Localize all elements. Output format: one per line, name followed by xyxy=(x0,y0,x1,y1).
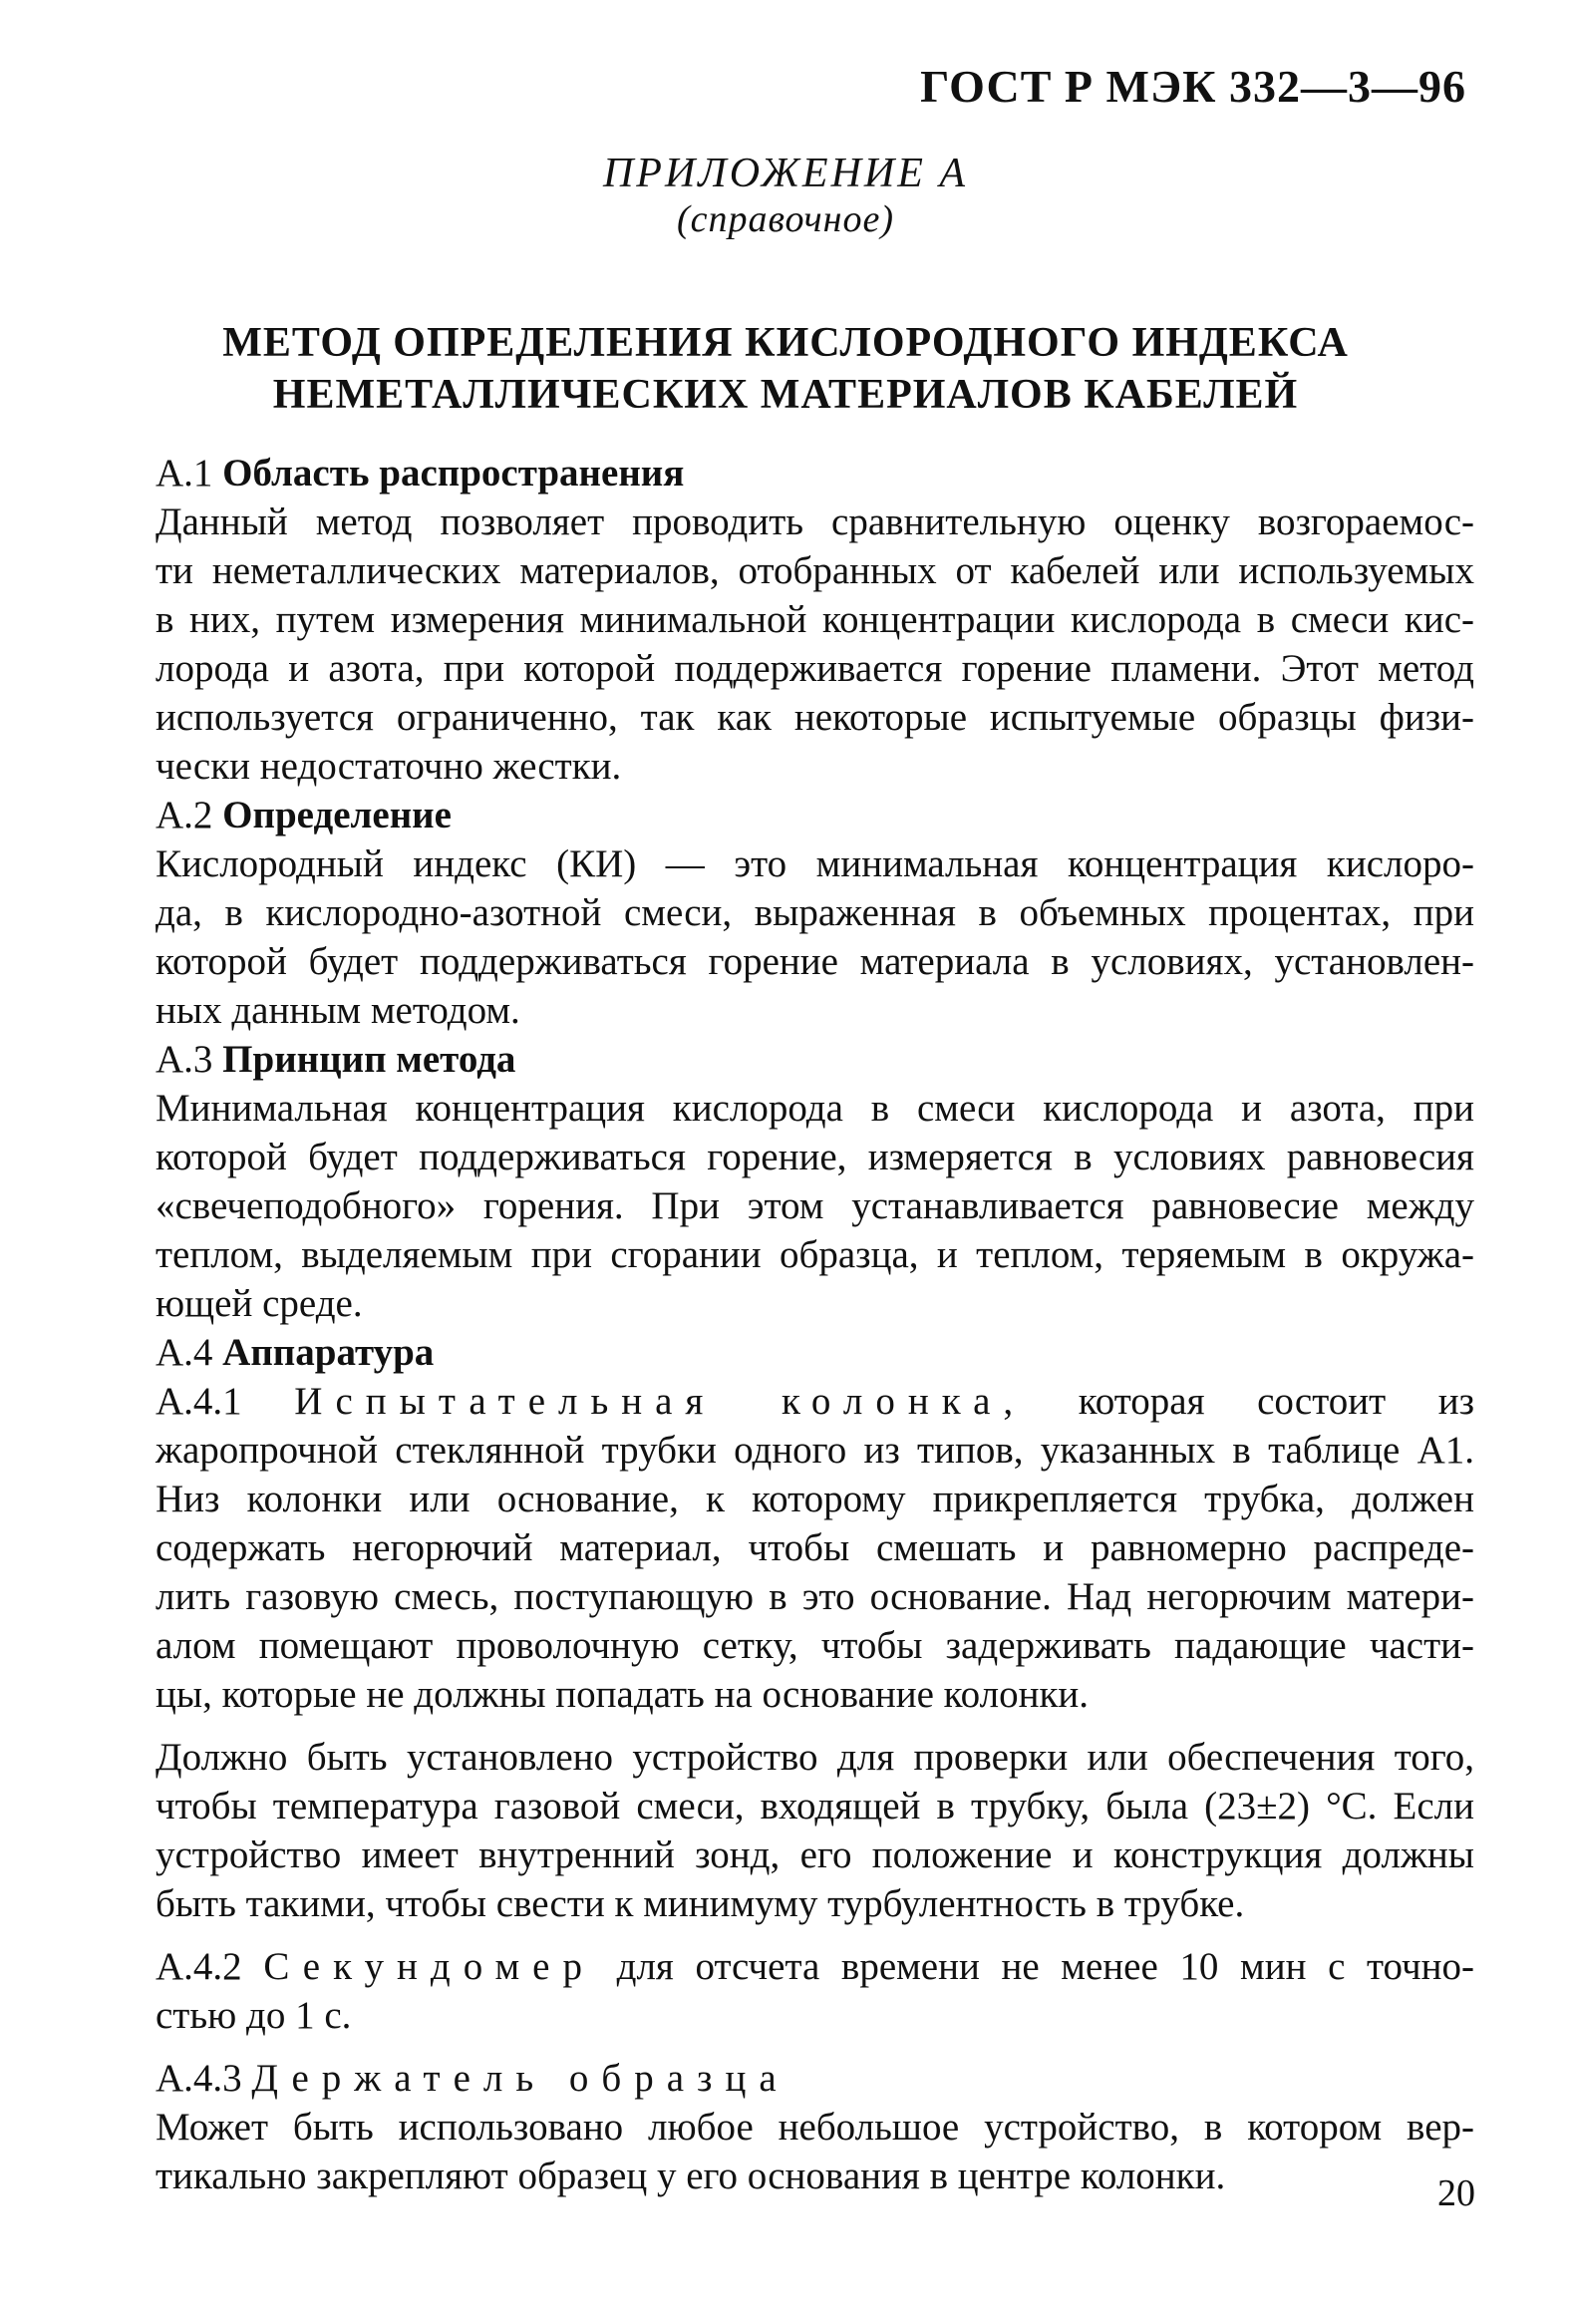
text-line: «свечеподобного» горения. При этом устанавливается равновесие между xyxy=(156,1184,1474,1227)
text-line: чески недостаточно жестки. xyxy=(156,745,622,788)
section-number: А.2 xyxy=(156,794,213,836)
appendix-status: (справочное) xyxy=(676,198,895,240)
section-a41-text-2 xyxy=(96,1733,1474,1928)
text-line: Должно быть установлено устройство для проверки или обеспечения того, xyxy=(156,1736,1474,1779)
text-line: жаропрочной стеклянной трубки одного из типов, указанных в таблице А1. xyxy=(156,1429,1474,1472)
subsection-number: А.4.1 xyxy=(156,1380,242,1423)
text-line: стью до 1 с. xyxy=(156,1994,352,2037)
subsection-term: Испытательная колонка, xyxy=(294,1380,1027,1423)
section-number: А.3 xyxy=(156,1038,213,1081)
document-code: ГОСТ Р МЭК 332—3—96 xyxy=(920,61,1466,112)
text-line: используется ограниченно, так как некоторые испытуемые образцы физи- xyxy=(156,696,1474,739)
text-line: ющей среде. xyxy=(156,1282,363,1325)
section-a43-text xyxy=(96,2103,1474,2200)
subsection-term: Держатель образца xyxy=(251,2057,789,2100)
section-title: Область распространения xyxy=(222,452,685,495)
section-a4-heading xyxy=(96,1328,1474,1377)
section-a41-text xyxy=(96,1377,1474,1719)
section-a1-heading xyxy=(96,449,1474,498)
section-number: А.1 xyxy=(156,452,213,495)
text-line: ных данным методом. xyxy=(156,989,520,1032)
text-line: которой будет поддерживаться горение, измеряется в условиях равновесия xyxy=(156,1136,1474,1178)
section-a42-text xyxy=(96,1942,1474,2040)
page-number: 20 xyxy=(1437,2172,1475,2214)
text-line xyxy=(96,1942,1474,1991)
text-line: которой будет поддерживаться горение материала в условиях, установлен- xyxy=(156,940,1474,983)
text-line: да, в кислородно-азотной смеси, выраженная в объемных процентах, при xyxy=(156,891,1474,934)
section-title: Определение xyxy=(222,794,452,836)
text-line xyxy=(96,1377,1474,1426)
title-line-2: НЕМЕТАЛЛИЧЕСКИХ МАТЕРИАЛОВ КАБЕЛЕЙ xyxy=(272,372,1299,418)
subsection-number: А.4.3 xyxy=(156,2057,242,2100)
document-body xyxy=(96,449,1474,2200)
text-line: чтобы температура газовой смеси, входящей в трубку, была (23±2) °С. Если xyxy=(156,1785,1474,1827)
title-line-1: МЕТОД ОПРЕДЕЛЕНИЯ КИСЛОРОДНОГО ИНДЕКСА xyxy=(222,320,1349,366)
text-line: Может быть использовано любое небольшое устройство, в котором вер- xyxy=(156,2106,1474,2149)
text-line: цы, которые не должны попадать на основание колонки. xyxy=(156,1673,1090,1716)
section-a1-text xyxy=(96,498,1474,791)
subsection-term: Секундомер xyxy=(263,1945,595,1988)
text-fragment: для отсчета времени не менее 10 мин с точно- xyxy=(616,1945,1475,1988)
section-a3-text xyxy=(96,1084,1474,1328)
text-line: быть такими, чтобы свести к минимуму турбулентность в трубке. xyxy=(156,1882,1245,1925)
section-a3-heading xyxy=(96,1035,1474,1084)
document-title xyxy=(0,317,1571,421)
section-a43-heading xyxy=(96,2054,1474,2103)
text-line: ти неметаллических материалов, отобранных от кабелей или используемых xyxy=(156,549,1474,592)
text-line: содержать негорючий материал, чтобы смешать и равномерно распреде- xyxy=(156,1526,1474,1569)
section-title: Принцип метода xyxy=(222,1038,516,1081)
section-title: Аппаратура xyxy=(222,1331,435,1374)
text-line xyxy=(96,2054,1474,2103)
text-line: лить газовую смесь, поступающую в это основание. Над негорючим матери- xyxy=(156,1575,1474,1618)
subsection-number: А.4.2 xyxy=(156,1945,242,1988)
text-line: тикально закрепляют образец у его основания в центре колонки. xyxy=(156,2155,1226,2197)
text-line: Низ колонки или основание, к которому прикрепляется трубка, должен xyxy=(156,1478,1474,1520)
text-fragment: которая состоит из xyxy=(1078,1380,1475,1423)
text-line: алом помещают проволочную сетку, чтобы задерживать падающие части- xyxy=(156,1624,1474,1667)
appendix-label: ПРИЛОЖЕНИЕ А xyxy=(602,151,969,196)
text-line: устройство имеет внутренний зонд, его положение и конструкция должны xyxy=(156,1833,1474,1876)
text-line: теплом, выделяемым при сгорании образца, и теплом, теряемым в окружа- xyxy=(156,1233,1474,1276)
text-line: в них, путем измерения минимальной концентрации кислорода в смеси кис- xyxy=(156,598,1474,641)
section-a2-heading xyxy=(96,791,1474,839)
text-line: Данный метод позволяет проводить сравнительную оценку возгораемос- xyxy=(156,500,1474,543)
section-a2-text xyxy=(96,839,1474,1035)
text-line: лорода и азота, при которой поддерживается горение пламени. Этот метод xyxy=(156,647,1474,690)
text-line: Кислородный индекс (КИ) — это минимальная концентрация кислоро- xyxy=(156,842,1474,885)
text-line: Минимальная концентрация кислорода в смеси кислорода и азота, при xyxy=(156,1087,1474,1130)
section-number: А.4 xyxy=(156,1331,213,1374)
